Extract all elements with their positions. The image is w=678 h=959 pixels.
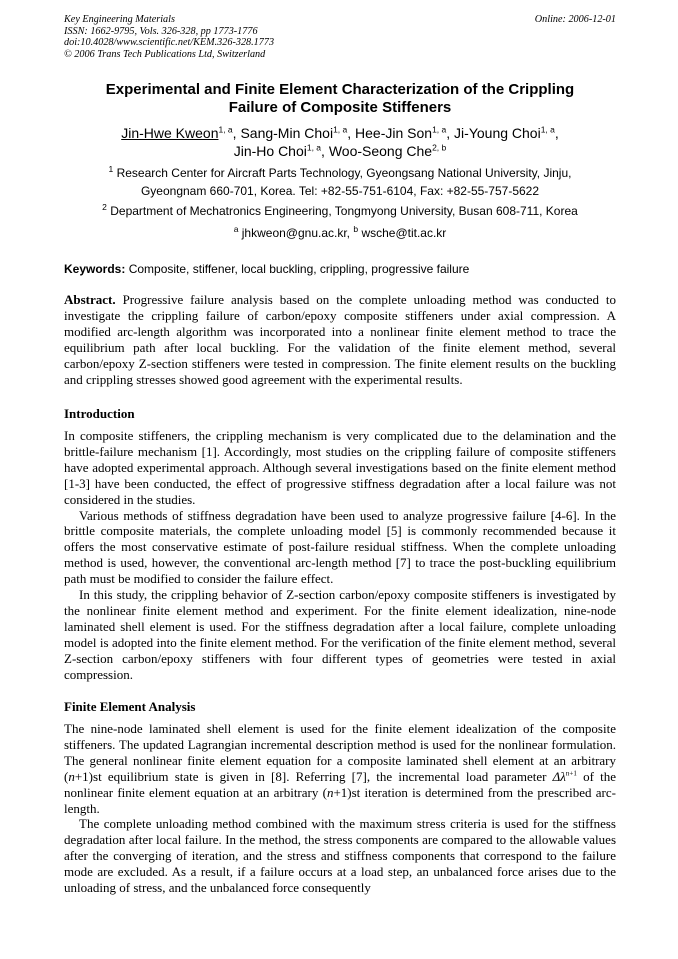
email-b[interactable]: wsche@tit.ac.kr	[361, 226, 447, 240]
math-symbol: Δλ	[552, 768, 566, 784]
affiliation-text: Research Center for Aircraft Parts Technology, Gyeongsang National University, Jinju,	[116, 166, 572, 180]
fea-body	[64, 721, 616, 896]
affiliation-sup: 2	[102, 202, 107, 212]
author-sup: 1, a	[306, 142, 322, 153]
abstract-text: Progressive failure analysis based on the complete unloading method was conducted to investigate the crippling failure of carbon/epoxy composite stiffeners under axial compression. A modified arc-length algorithm was incorporated into a nonlinear finite element method to trace the equilibrium path after local buckling. For the validation of the finite element method, several carbon/epoxy Z-section stiffeners were tested in compression. The finite element results on the buckling and crippling stresses showed good agreement with the experimental results.	[64, 292, 617, 387]
introduction-heading: Introduction	[64, 406, 135, 421]
affiliation-text: Department of Mechatronics Engineering, Tongmyong University, Busan 608-711, Korea	[110, 204, 578, 218]
affiliation-1-line-1	[64, 165, 616, 183]
author-sup: 1, a	[333, 124, 348, 135]
keywords-label: Keywords:	[64, 262, 126, 276]
abstract	[64, 292, 616, 387]
author-name: Jin-Ho Choi	[233, 143, 307, 159]
introduction-body	[64, 428, 616, 683]
keywords-text: Composite, stiffener, local buckling, crippling, progressive failure	[128, 262, 470, 276]
author-name: Ji-Young Choi	[454, 125, 541, 141]
author-sup: 1, a	[540, 124, 555, 135]
fea-paragraph-1	[64, 721, 616, 816]
math-n: n	[68, 768, 75, 784]
fea-text: of the nonlinear finite element equation at an arbitrary (	[64, 768, 616, 800]
issn-line: ISSN: 1662-9795, Vols. 326-328, pp 1773-1776	[64, 25, 258, 37]
title-line-1: Experimental and Finite Element Characterization of the Crippling	[105, 81, 575, 98]
keywords	[64, 261, 616, 277]
intro-paragraph-2: Various methods of stiffness degradation have been used to analyze progressive failure [4-6]. In the brittle composite materials, the complete unloading model [5] is commonly recommended because it offers the most conservative estimate of post-failure residual stiffness. When the complete unloading method is used, however, the conventional arc-length method [7] to trace the post-buckling equilibrium path must be modified to consider the failure effect.	[64, 507, 616, 587]
affiliation-1	[64, 165, 616, 200]
copyright-line: © 2006 Trans Tech Publications Ltd, Switzerland	[64, 48, 266, 60]
author-name: Woo-Seong Che	[328, 143, 433, 159]
abstract-label: Abstract.	[64, 292, 116, 307]
math-delta-lambda	[553, 769, 577, 784]
journal-header	[64, 14, 616, 60]
math-n: n	[326, 784, 334, 800]
author-sup: 1, a	[432, 124, 447, 135]
author-name: Hee-Jin Son	[355, 125, 433, 141]
fea-heading: Finite Element Analysis	[64, 699, 196, 714]
author-line-2: Jin-Ho Choi$^{1, a}$, Woo-Seong Che$^{2, b}$	[233, 142, 447, 159]
author-name[interactable]: Jin-Hwe Kweon	[121, 125, 219, 141]
email-a[interactable]: jhkweon@gnu.ac.kr,	[241, 226, 351, 240]
math-sup: n+1	[565, 769, 577, 778]
author-name: Sang-Min Choi	[240, 125, 334, 141]
affiliation-sup: 1	[108, 164, 114, 174]
doi-line[interactable]: doi:10.4028/www.scientific.net/KEM.326-328.1773	[64, 37, 275, 48]
email-line	[64, 225, 616, 241]
author-list	[64, 124, 616, 160]
fea-text: +1)st iteration is determined from the prescribed arc-length.	[64, 784, 616, 816]
affiliation-1-line-2: Gyeongnam 660-701, Korea. Tel: +82-55-751-6104, Fax: +82-55-757-5622	[140, 183, 540, 198]
intro-paragraph-3: In this study, the crippling behavior of Z-section carbon/epoxy composite stiffeners is investigated by the nonlinear finite element method and experiment. For the finite element idealization, nine-node laminated shell element is used. For the stiffness degradation after a local failure, complete unloading model is adopted into the finite element method. For the verification of the finite element method, several Z-section carbon/epoxy stiffeners with four different types of geometries were tested in axial compression.	[64, 587, 616, 682]
intro-paragraph-1: In composite stiffeners, the crippling mechanism is very complicated due to the delamination and the brittle-failure mechanism [1]. Accordingly, most studies on the crippling failure of composite stiffeners have adopted experimental approach. Although several investigations based on the finite element method [1-3] have been conducted, the effect of progressive stiffness degradation after a local failure was not considered in the studies.	[64, 428, 616, 507]
author-sup: 2, b	[432, 142, 447, 153]
journal-name: Key Engineering Materials	[64, 14, 175, 25]
author-sup: 1, a	[218, 124, 233, 135]
fea-paragraph-2: The complete unloading method combined with the maximum stress criteria is used for the stiffness degradation after local failure. In the method, the stress components are compared to the allowable values after the converging of iteration, and the stress and stiffness components that correspond to the failure mode are excluded. As a result, if a failure occurs at a load step, an unbalanced force arises due to the unloading of stress, and the unbalanced force consequently	[64, 816, 616, 896]
author-line-1: Jin-Hwe Kweon$^{1, a}$, Sang-Min Choi$^{1, a}$, Hee-Jin Son$^{1, a}$, Ji-Young Choi$^{1, a}$,	[121, 124, 559, 141]
fea-text: +1)st equilibrium state is given in [8]. Referring [7], the incremental load parameter	[74, 768, 553, 784]
online-date: Online: 2006-12-01	[534, 14, 616, 25]
fea-text: The nine-node laminated shell element is used for the finite element idealization of the composite stiffeners. The updated Lagrangian incremental description method is used for the nonlinear formulation. The general nonlinear finite element equation for a composite laminated shell element at an arbitrary (	[64, 721, 616, 784]
email-sup: b	[353, 224, 359, 234]
affiliation-2	[64, 203, 616, 221]
email-sup: a	[233, 224, 239, 234]
paper-title	[64, 81, 616, 117]
title-line-2: Failure of Composite Stiffeners	[228, 99, 452, 116]
abstract-paragraph	[64, 292, 616, 387]
